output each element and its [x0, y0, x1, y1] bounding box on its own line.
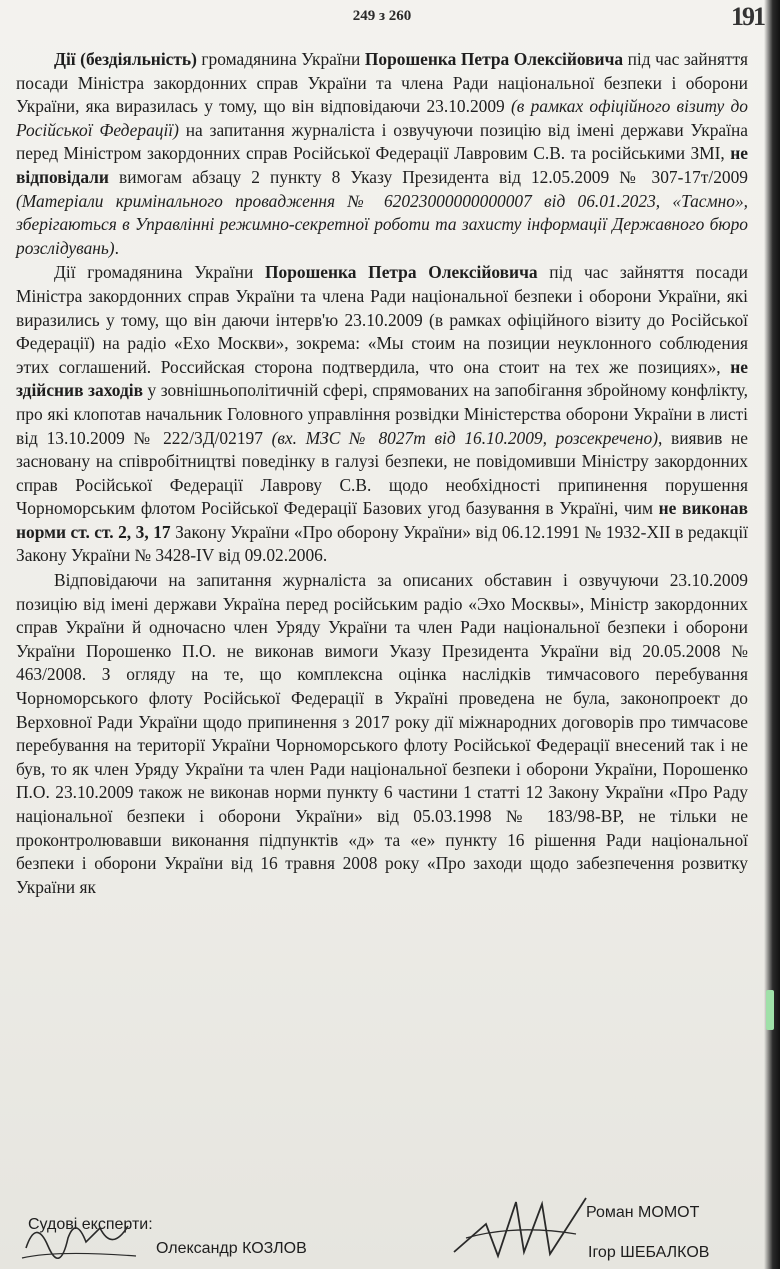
paragraph-2-segment: Порошенка Петра Олексійовича: [265, 262, 538, 283]
paragraph-2-segment: Дії громадянина України: [54, 262, 266, 283]
signature-scribble-1: [16, 1208, 146, 1268]
signature-scribble-2: [446, 1194, 596, 1266]
expert-shebalkov-name: Ігор ШЕБАЛКОВ: [588, 1244, 710, 1261]
paragraph-2-segment: , виявив не засновану на співробітництві поведінку в галузі безпеки, не повідомивши Міністру закордонних справ Російської Федерації Лаврову С.В. щодо необхідності припинення порушення Чорноморським флотом Російської Федерації Базових угод базування в Україні, чим: [16, 427, 748, 519]
paragraph-2-segment: Закону України «Про оборону України» від 06.12.1991 № 1932-XII в редакції Закону України № 3428-IV від 09.02.2006.: [16, 521, 748, 566]
document-body: [16, 48, 748, 900]
signature-block: [16, 1204, 756, 1269]
paragraph-1-segment: (бездіяльність): [80, 49, 197, 69]
paragraph-1-segment: Дії: [54, 49, 81, 69]
paragraph-3-segment: Відповідаючи на запитання журналіста за описаних обставин і озвучуючи 23.10.2009 позицію від імені держави Україна перед російським радіо «Эхо Москвы», Міністр закордонних справ України й одночасно член Уряду України та член Ради національної безпеки і оборони України Порошенко П.О. не виконав вимоги Указу Президента України від 20.05.2008 № 463/2008. З огляду на те, що комплексна оцінка наслідків тимчасового перебування Чорноморського флоту Російської Федерації в Україні проведена не була, законопроект до Верховної Ради України щодо припинення з 2017 року дії міжнародних договорів про тимчасове перебування на території України Чорноморського флоту Російської Федерації внесений так і не був, то як член Уряду України та член Ради національної безпеки і оборони України, Порошенко П.О. 23.10.2009 також не виконав норми пункту 6 частини 1 статті 12 Закону України «Про Раду національної безпеки і оборони України» від 05.03.1998 № 183/98-ВР, не тільки не проконтролювавши виконання підпунктів «д» та «е» пункту 16 рішення Ради національної безпеки і оборони України від 16 травня 2008 року «Про заходи щодо забезпечення розвитку України як: [16, 570, 748, 897]
paragraph-1-segment: вимогам абзацу 2 пункту 8 Указу Президента від 12.05.2009 № 307-17т/2009: [108, 166, 748, 187]
paragraph-1-segment: .: [114, 237, 119, 258]
paragraph-2-segment: не здійснив заходів: [16, 356, 748, 401]
paragraph-2-segment: (вх. МЗС № 8027т від 16.10.2009, розсекречено): [271, 427, 659, 448]
expert-kozlov-name: Олександр КОЗЛОВ: [156, 1240, 307, 1257]
paragraph-1-segment: (Матеріали кримінального провадження № 62023000000000007 від 06.01.2023, «Тасмно», зберігаються в Управлінні режимно-секретної роботи та захисту інформації Державного бюро розслідувань): [16, 190, 748, 258]
paragraph-2-segment: під час зайняття посади Міністра закордонних справ України та члена Ради національної безпеки і оборони України, які виразились у тому, що він даючи інтерв'ю 23.10.2009 (в рамках офіційного візиту до Російської Федерації) на радіо «Ехо Москви», зокрема: «Мы стоим на позиции неуклонного соблюдения этих соглашений. Российская сторона подтвердила, что она стоит на тех же позициях»,: [16, 262, 748, 377]
paragraph-1-segment: не відповідали: [16, 143, 748, 187]
page-number: 249 з 260: [352, 8, 412, 24]
page-edge-shadow: [764, 0, 780, 1269]
edge-sticker: [766, 990, 774, 1030]
paragraph-1: [16, 48, 748, 260]
paragraph-2: [16, 261, 748, 568]
paragraph-3: [16, 569, 748, 899]
paragraph-1-segment: громадянина України: [196, 49, 365, 69]
expert-momot-name: Роман МОМОТ: [586, 1204, 700, 1221]
paragraph-1-segment: на запитання журналіста і озвучуючи позицію від імені держави Україна перед Міністром закордонних справ Російської Федерації Лавровим С.В. та російськими ЗМІ,: [16, 119, 748, 164]
corner-page-mark: 191: [731, 2, 764, 31]
experts-label: Судові експерти:: [28, 1216, 153, 1233]
paragraph-1-segment: (в рамках офіційного візиту до Російської Федерації): [16, 96, 748, 140]
paragraph-2-segment: у зовнішньополітичній сфері, спрямованих на запобігання збройному конфлікту, про які клопотав начальник Головного управління розвідки Міністерства оборони України в листі від 13.10.2009 № 222/3Д/02197: [16, 380, 748, 448]
paragraph-1-segment: під час зайняття посади Міністра закордонних справ України та члена Ради національної безпеки і оборони України, яка виразилась у тому, що він відповідаючи 23.10.2009: [16, 49, 748, 117]
paragraph-2-segment: не виконав норми ст. ст. 2, 3, 17: [16, 498, 748, 542]
paragraph-1-segment: Порошенка Петра Олексійовича: [364, 49, 624, 69]
